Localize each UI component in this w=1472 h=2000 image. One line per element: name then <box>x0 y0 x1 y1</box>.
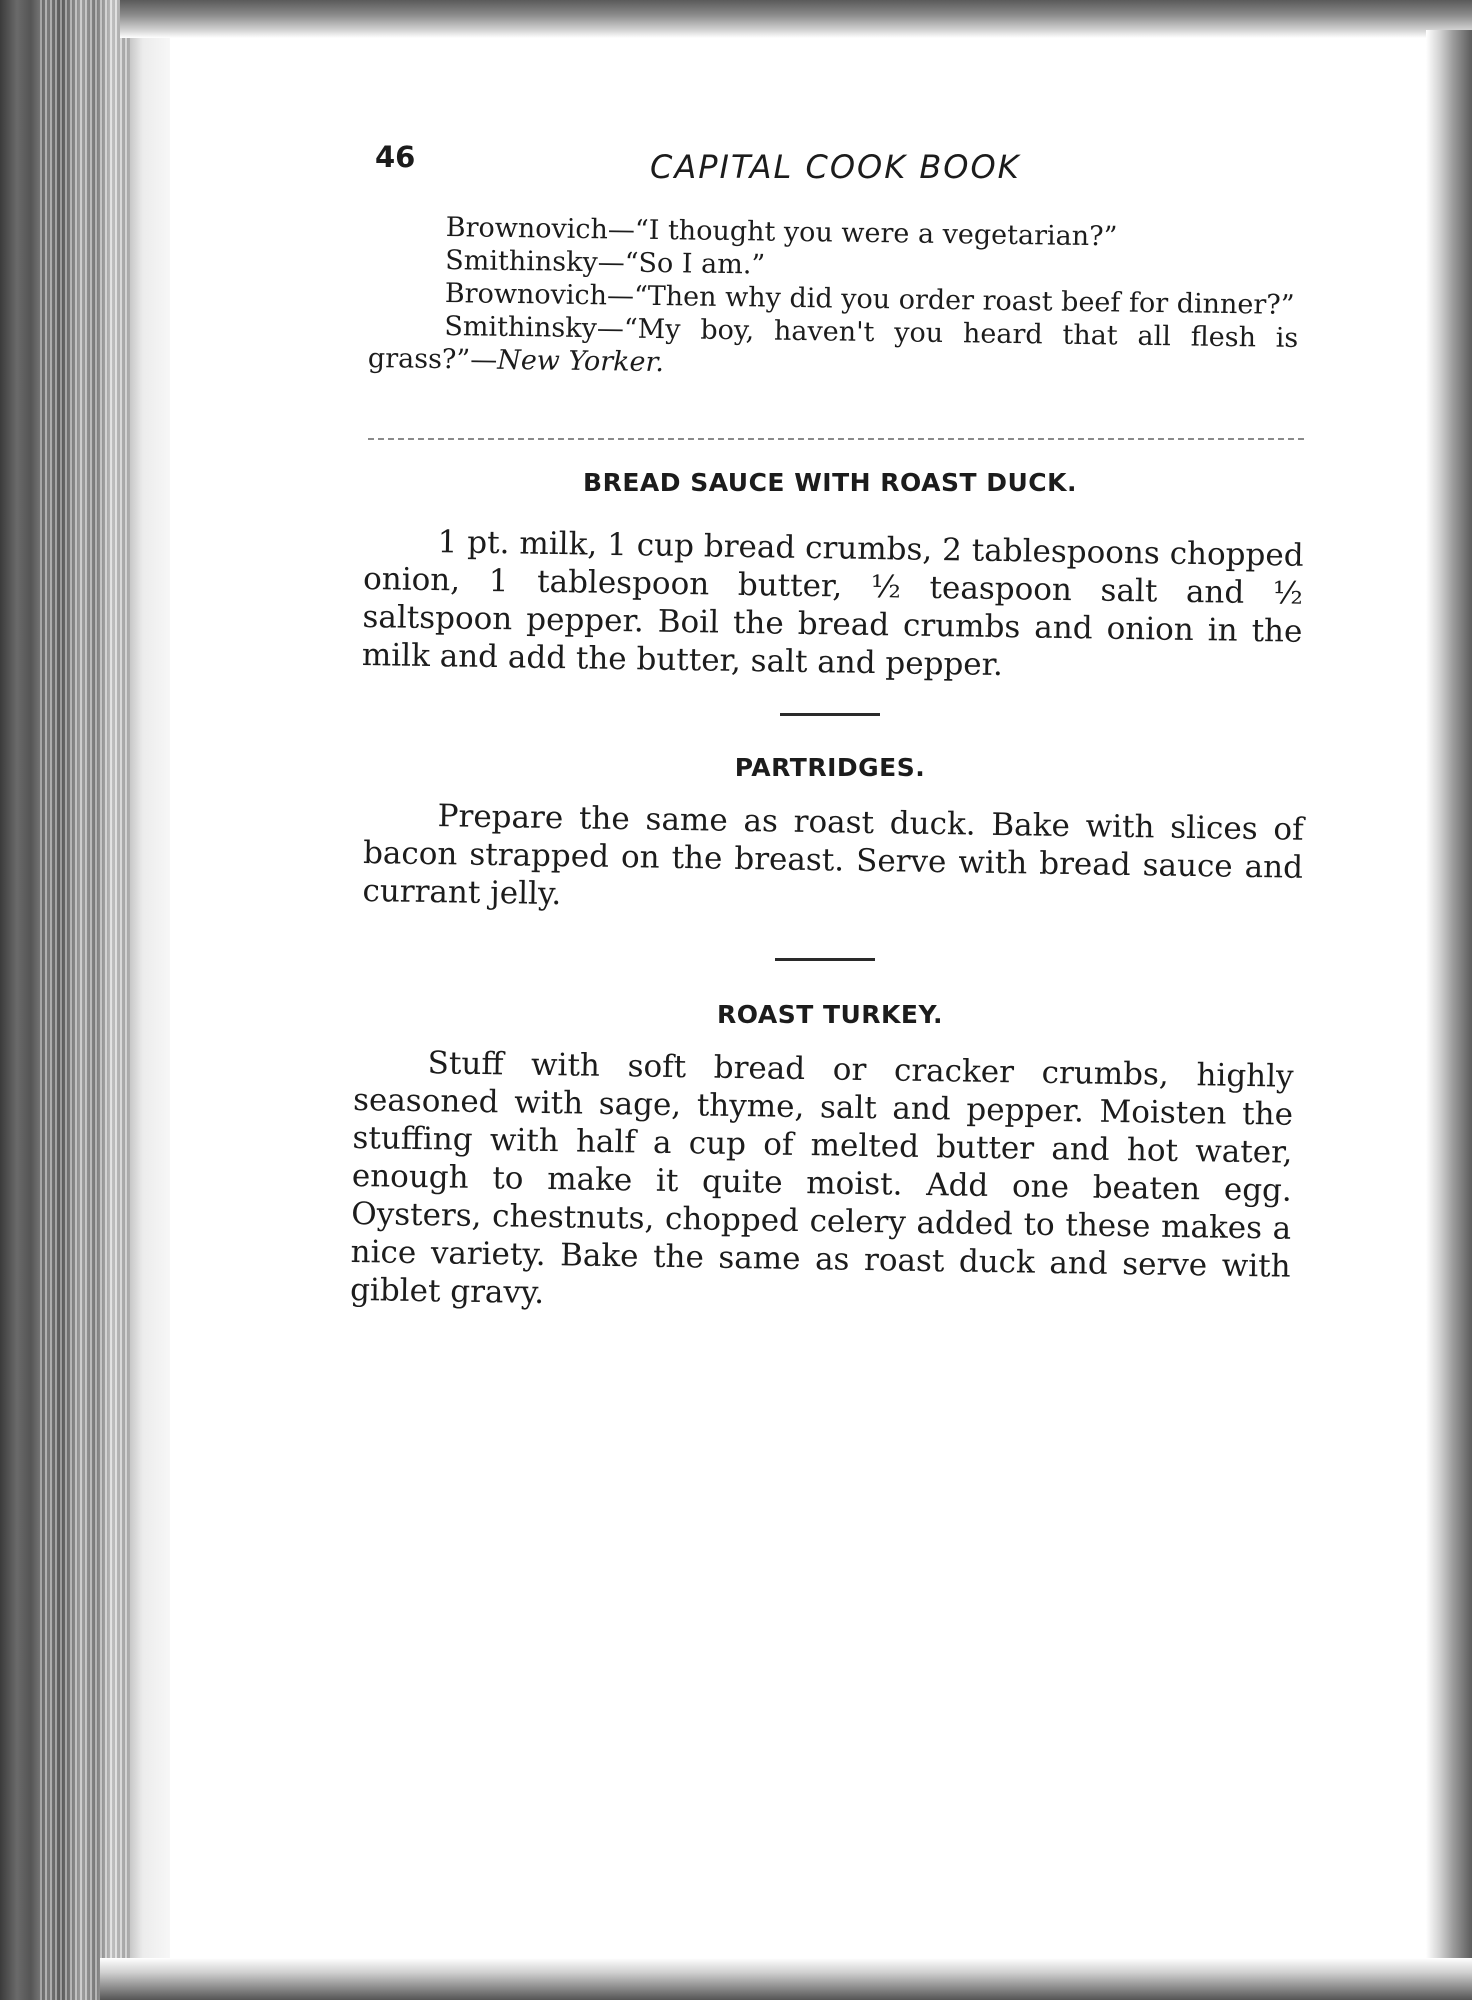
top-page-edge <box>120 0 1472 38</box>
bottom-page-edge <box>100 1958 1472 2000</box>
recipe-text: Prepare the same as roast duck. Bake with slices of bacon strapped on the breast. Serve with bread sauce and currant jelly. <box>362 798 1304 913</box>
dialogue-text: Smithinsky—“My boy, haven't you heard that all flesh is grass?”— <box>367 311 1299 376</box>
page-stack-edges <box>40 0 130 2000</box>
epigraph-dialogue <box>368 210 1300 388</box>
recipe-body <box>350 1043 1294 1324</box>
right-page-edge <box>1426 30 1472 2000</box>
recipe-body <box>362 522 1304 689</box>
short-divider <box>780 713 880 716</box>
dialogue-line: Smithinsky—“So I am.” <box>445 245 766 281</box>
page-number: 46 <box>375 140 416 174</box>
dialogue-line: Brownovich—“I thought you were a vegetarian?” <box>445 212 1118 253</box>
recipe-body <box>362 796 1304 925</box>
dialogue-line: Brownovich—“Then why did you order roast beef for dinner?” <box>444 278 1295 321</box>
recipe-title: ROAST TURKEY. <box>717 1000 943 1029</box>
dialogue-line <box>368 309 1299 388</box>
recipe-title: PARTRIDGES. <box>734 753 926 782</box>
section-divider <box>368 438 1304 440</box>
quote-source: New Yorker. <box>496 344 665 379</box>
recipe-title: BREAD SAUCE WITH ROAST DUCK. <box>583 468 1077 497</box>
recipe-text: Stuff with soft bread or cracker crumbs, highly seasoned with sage, thyme, salt and pepper. Moisten the stuffing with half a cup of melted butter and hot water, enough to make it quite moist. Add one beaten egg. Oysters, chestnuts, chopped celery added to these makes a nice variety. Bake the same as roast duck and serve with giblet gravy. <box>349 1045 1294 1312</box>
short-divider <box>775 958 875 961</box>
running-head: CAPITAL COOK BOOK <box>650 148 1021 186</box>
recipe-text: 1 pt. milk, 1 cup bread crumbs, 2 tablespoons chopped onion, 1 tablespoon butter, ½ teaspoon salt and ½ saltspoon pepper. Boil the bread crumbs and onion in the milk and add the butter, salt and pepper. <box>361 524 1304 684</box>
